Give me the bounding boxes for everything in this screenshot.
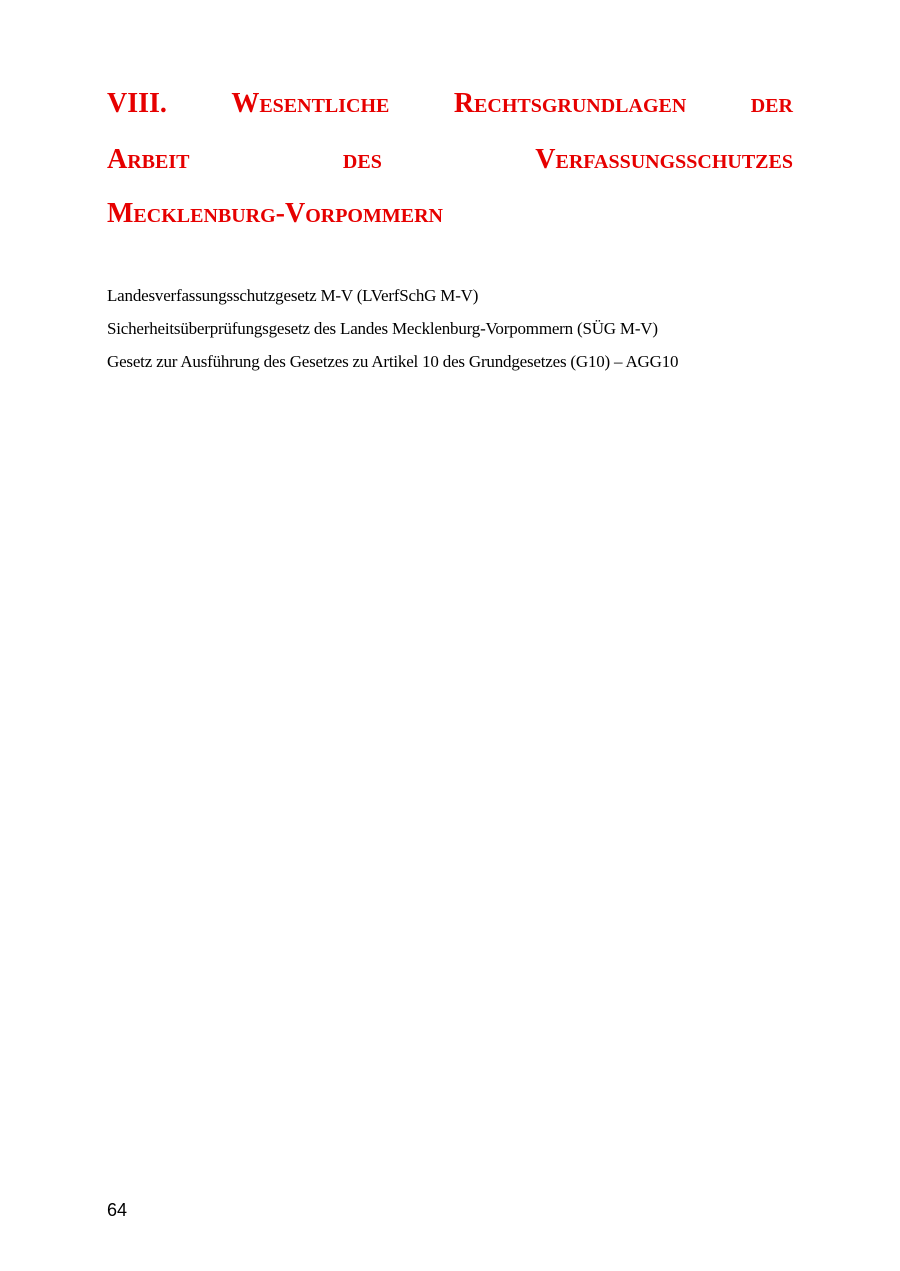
law-list xyxy=(107,286,807,385)
heading-word: der xyxy=(750,88,793,119)
section-heading-line-2 xyxy=(107,144,793,176)
heading-word: Verfassungsschutzes xyxy=(535,144,793,175)
section-heading-line-3 xyxy=(107,198,793,230)
heading-word: Rechtsgrundlagen xyxy=(453,88,687,119)
heading-word: Wesentliche xyxy=(231,88,390,119)
section-number: VIII. xyxy=(107,88,167,119)
law-item-agg10: Gesetz zur Ausführung des Gesetzes zu Artikel 10 des Grundgesetzes (G10) – AGG10 xyxy=(107,352,679,371)
section-heading-line-1 xyxy=(107,88,793,120)
heading-word: des xyxy=(342,144,382,175)
page-number: 64 xyxy=(107,1200,128,1220)
law-item-lverfschg: Landesverfassungsschutzgesetz M-V (LVerfSchG M-V) xyxy=(107,286,479,305)
heading-word: Mecklenburg-Vorpommern xyxy=(107,198,443,229)
heading-word: Arbeit xyxy=(107,144,190,175)
law-item-sueg: Sicherheitsüberprüfungsgesetz des Landes Mecklenburg-Vorpommern (SÜG M-V) xyxy=(107,319,658,338)
